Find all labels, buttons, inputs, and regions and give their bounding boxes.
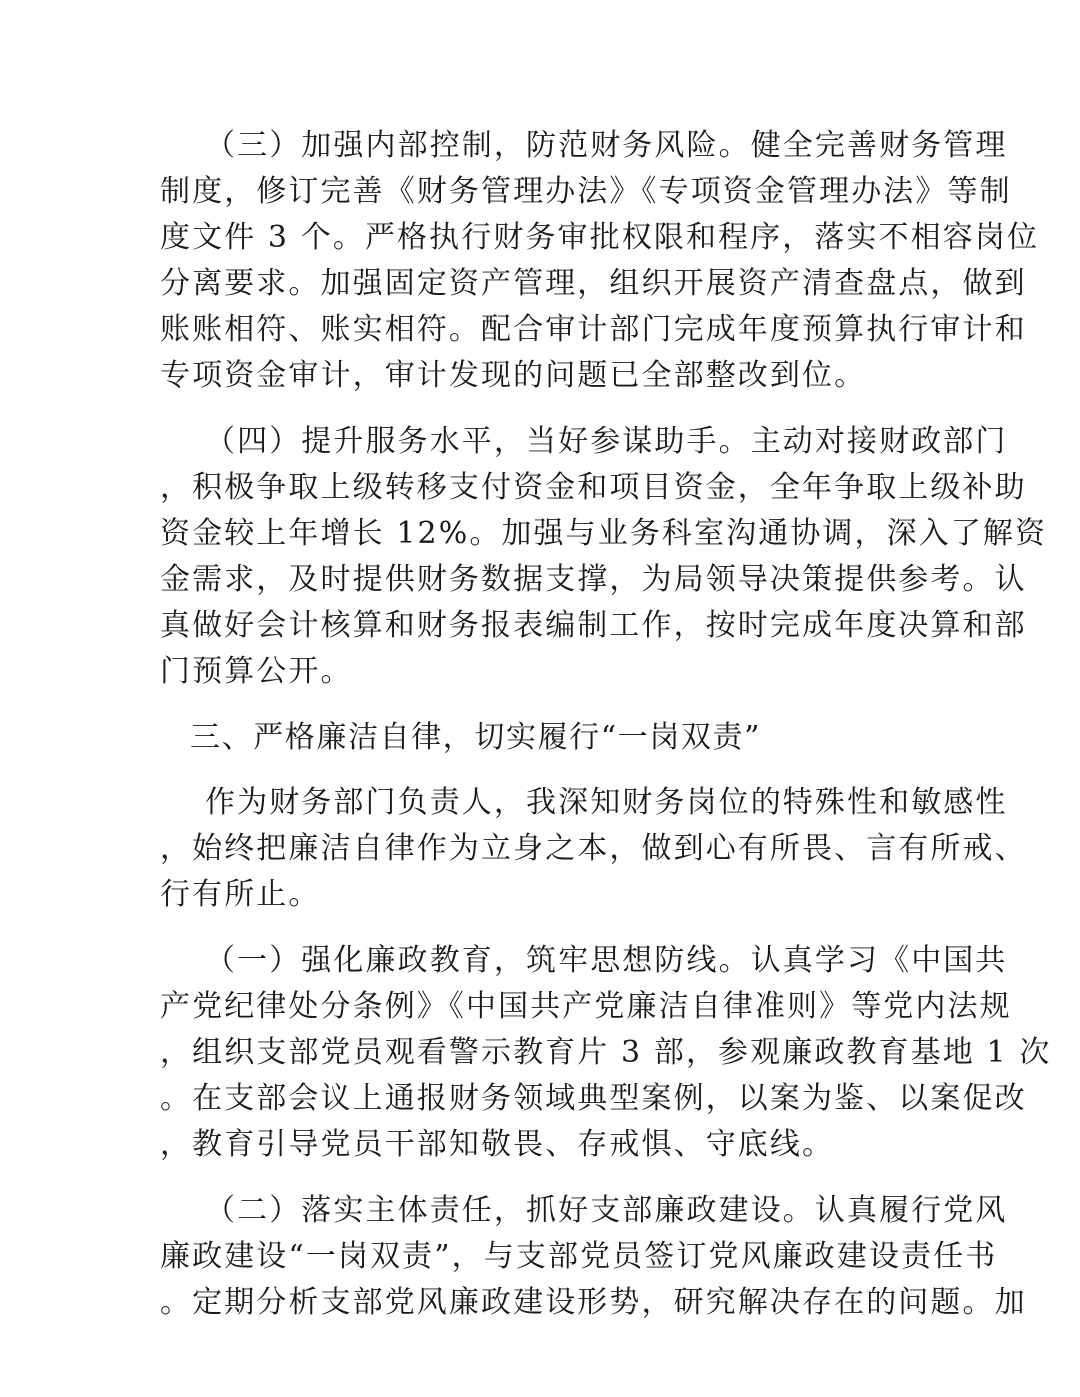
paragraph-line: ，教育引导党员干部知敬畏、存戒惧、守底线。 (160, 1127, 835, 1162)
paragraph-line: 产党纪律处分条例》《中国共产党廉洁自律准则》等党内法规 (160, 989, 1012, 1024)
paragraph-line: ，积极争取上级转移支付资金和项目资金，全年争取上级补助 (160, 470, 1027, 505)
paragraph-line: 资金较上年增长 12%。加强与业务科室沟通协调，深入了解资 (160, 516, 1048, 551)
paragraph-line: （二）落实主体责任，抓好支部廉政建设。认真履行党风 (205, 1193, 1008, 1228)
paragraph-line: 分离要求。加强固定资产管理，组织开展资产清查盘点，做到 (160, 266, 1027, 301)
paragraph-line: （一）强化廉政教育，筑牢思想防线。认真学习《中国共 (205, 943, 1008, 978)
paragraph-line: 账账相符、账实相符。配合审计部门完成年度预算执行审计和 (160, 312, 1027, 347)
paragraph-line: ，始终把廉洁自律作为立身之本，做到心有所畏、言有所戒、 (160, 831, 1027, 866)
paragraph-line: 门预算公开。 (160, 654, 353, 689)
paragraph-line: 。定期分析支部党风廉政建设形势，研究解决存在的问题。加 (160, 1285, 1027, 1320)
paragraph-line: ，组织支部党员观看警示教育片 3 部，参观廉政教育基地 1 次 (160, 1035, 1052, 1070)
section-heading: 三、严格廉洁自律，切实履行“一岗双责” (190, 720, 762, 755)
paragraph-line: 廉政建设“一岗双责”，与支部党员签订党风廉政建设责任书 (160, 1239, 998, 1274)
paragraph-line: 。在支部会议上通报财务领域典型案例，以案为鉴、以案促改 (160, 1081, 1027, 1116)
paragraph-line: 行有所止。 (160, 877, 321, 912)
paragraph-line: 专项资金审计，审计发现的问题已全部整改到位。 (160, 358, 867, 393)
paragraph-line: 作为财务部门负责人，我深知财务岗位的特殊性和敏感性 (205, 785, 1008, 820)
paragraph-line: 制度，修订完善《财务管理办法》《专项资金管理办法》等制 (160, 174, 1012, 209)
paragraph-line: （四）提升服务水平，当好参谋助手。主动对接财政部门 (205, 424, 1008, 459)
paragraph-line: 真做好会计核算和财务报表编制工作，按时完成年度决算和部 (160, 608, 1027, 643)
paragraph-line: 度文件 3 个。严格执行财务审批权限和程序，落实不相容岗位 (160, 220, 1040, 255)
paragraph-line: 金需求，及时提供财务数据支撑，为局领导决策提供参考。认 (160, 562, 1027, 597)
paragraph-line: （三）加强内部控制，防范财务风险。健全完善财务管理 (205, 128, 1008, 163)
